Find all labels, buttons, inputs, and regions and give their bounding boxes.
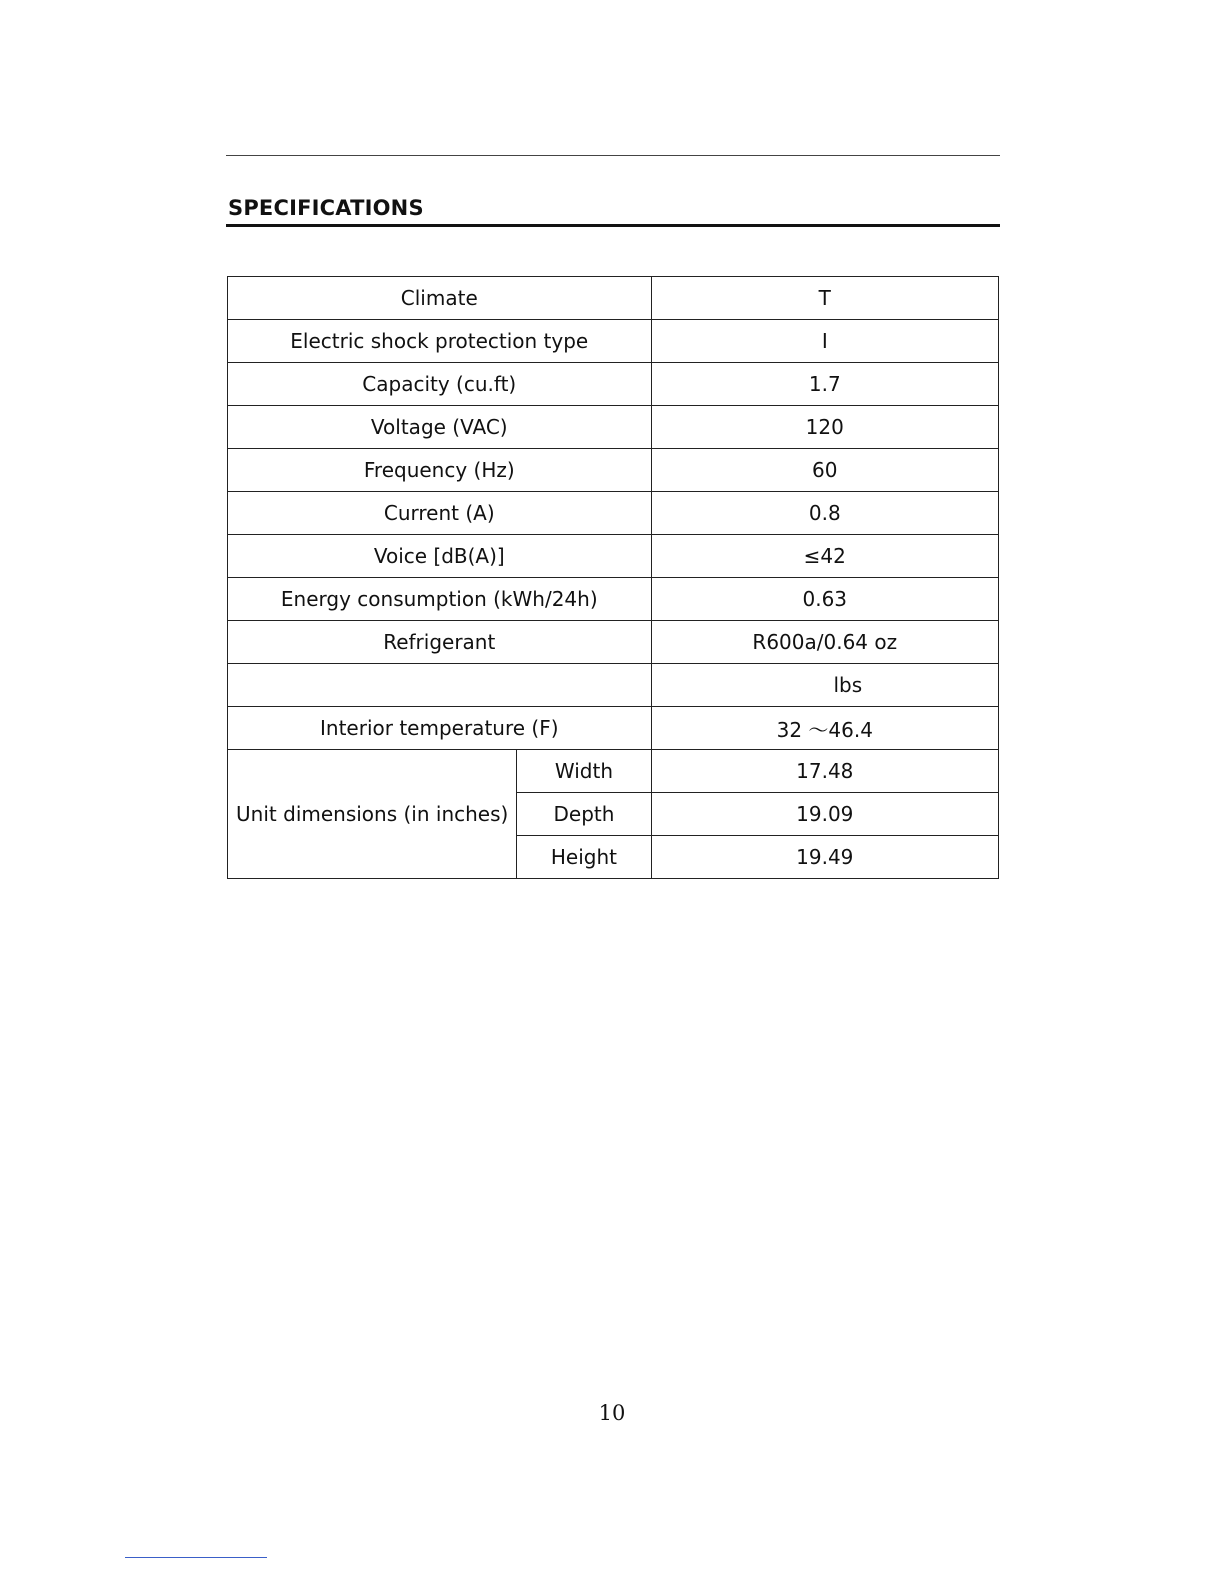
spec-label: Current (A): [228, 492, 652, 535]
dimension-value: 19.09: [651, 793, 998, 836]
spec-row-energy: [228, 578, 999, 621]
spec-row-frequency: [228, 449, 999, 492]
spec-label: Voice [dB(A)]: [228, 535, 652, 578]
spec-row-voltage: [228, 406, 999, 449]
spec-label: Refrigerant: [228, 621, 652, 664]
spec-label: Frequency (Hz): [228, 449, 652, 492]
spec-value: ≤42: [651, 535, 998, 578]
dimension-name: Depth: [517, 793, 651, 836]
dimensions-label: Unit dimensions (in inches): [228, 750, 517, 879]
spec-label: Energy consumption (kWh/24h): [228, 578, 652, 621]
top-rule: [226, 155, 1000, 156]
title-rule: [226, 224, 1000, 227]
spec-label: Voltage (VAC): [228, 406, 652, 449]
dimension-value: 19.49: [651, 836, 998, 879]
spec-row-capacity: [228, 363, 999, 406]
spec-value: 60: [651, 449, 998, 492]
spec-value: 1.7: [651, 363, 998, 406]
spec-value: T: [651, 277, 998, 320]
spec-row-refrigerant: [228, 621, 999, 664]
section-title: SPECIFICATIONS: [228, 196, 424, 220]
spec-row-shock-protection: [228, 320, 999, 363]
spec-value-text: lbs: [833, 673, 863, 697]
spec-value: 32 ～46.4: [651, 707, 998, 750]
spec-value: 0.63: [651, 578, 998, 621]
spec-value: R600a/0.64 oz: [651, 621, 998, 664]
spec-row-interior-temperature: [228, 707, 999, 750]
spec-label: [228, 664, 652, 707]
dimension-value: 17.48: [651, 750, 998, 793]
footer-link-underline: [125, 1557, 267, 1558]
specifications-table: [227, 276, 999, 879]
dimension-name: Width: [517, 750, 651, 793]
spec-row-dimension-width: [228, 750, 999, 793]
spec-label: Capacity (cu.ft): [228, 363, 652, 406]
spec-value: 120: [651, 406, 998, 449]
spec-value: I: [651, 320, 998, 363]
spec-label: Climate: [228, 277, 652, 320]
spec-value: [651, 664, 998, 707]
spec-row-climate: [228, 277, 999, 320]
spec-row-voice: [228, 535, 999, 578]
spec-value: 0.8: [651, 492, 998, 535]
spec-label: Electric shock protection type: [228, 320, 652, 363]
page-number: 10: [598, 1401, 626, 1425]
dimension-name: Height: [517, 836, 651, 879]
spec-row-refrigerant-unit: [228, 664, 999, 707]
spec-row-current: [228, 492, 999, 535]
spec-label: Interior temperature (F): [228, 707, 652, 750]
